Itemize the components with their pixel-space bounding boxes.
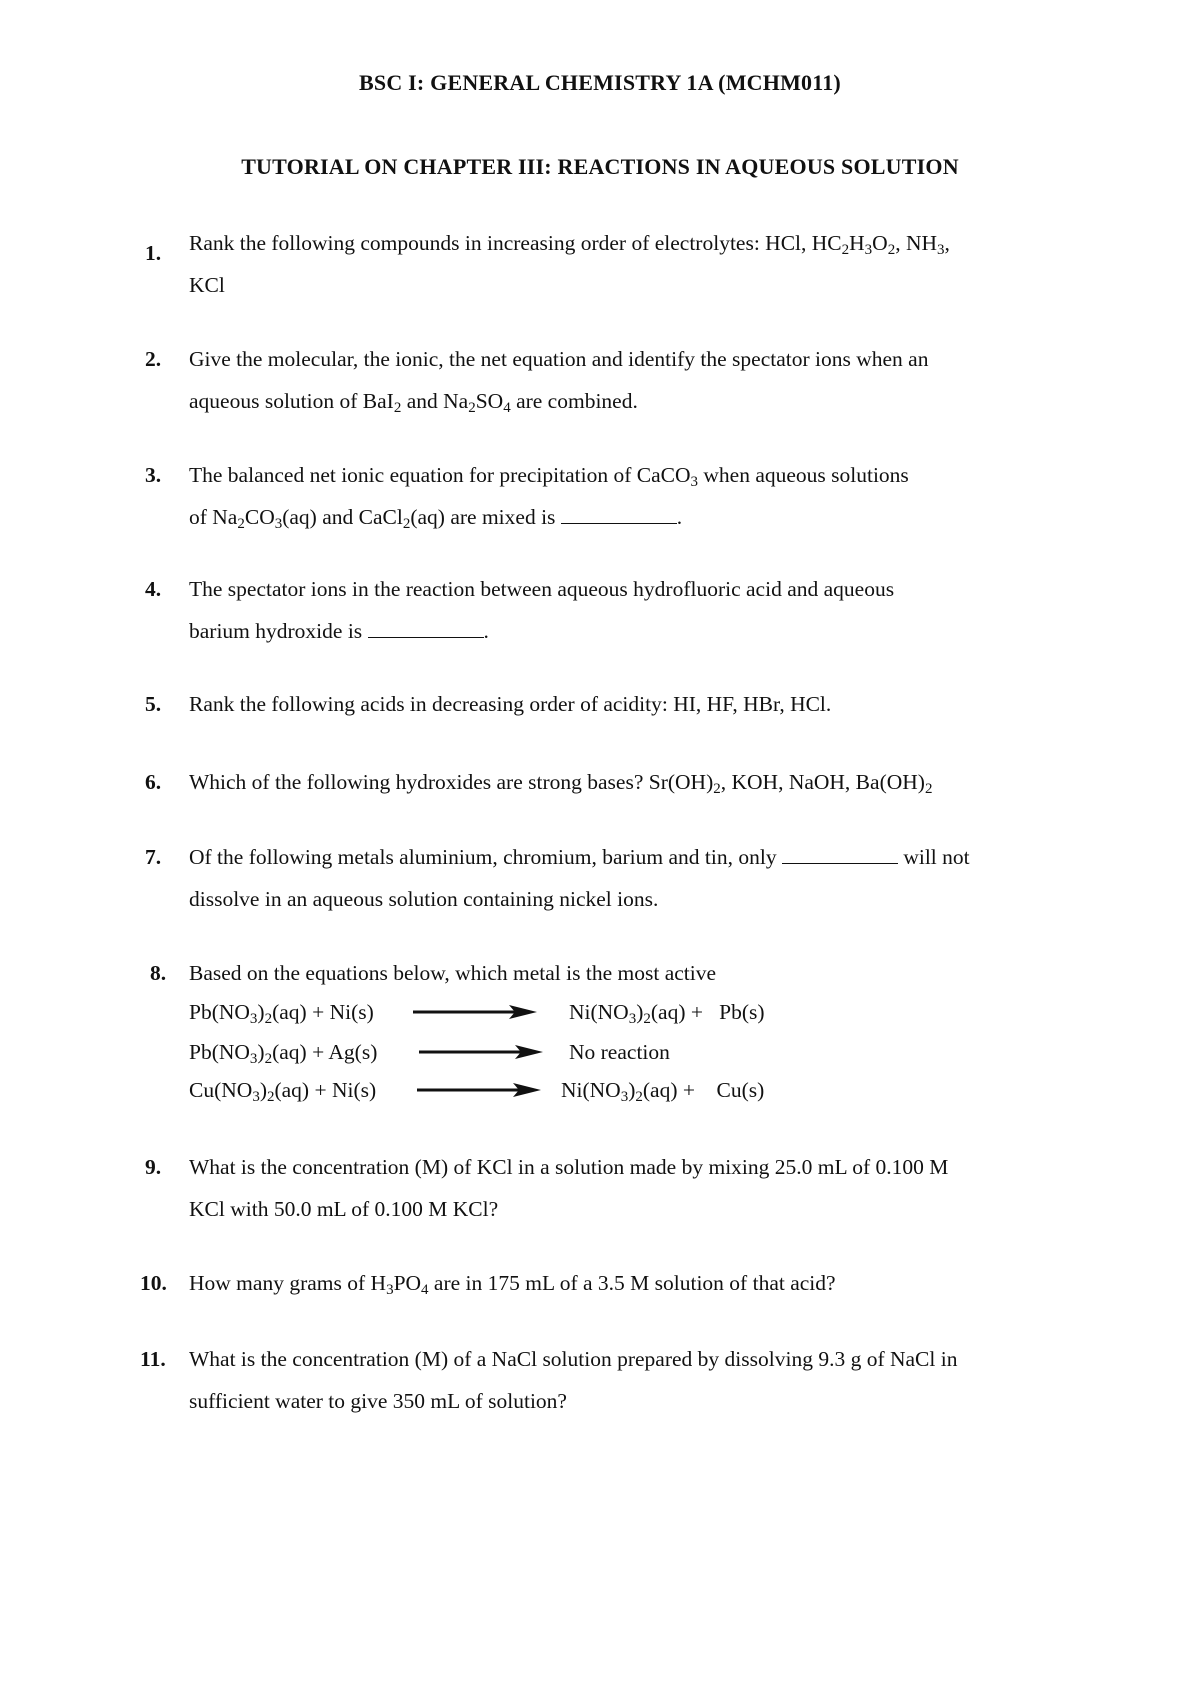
question-line: Based on the equations below, which metal is the most active	[189, 961, 717, 985]
reaction-arrow-icon	[417, 1082, 541, 1098]
question-number: 5.	[145, 692, 162, 716]
question-line: Which of the following hydroxides are strong bases? $Sr(OH)_2$, KOH, NaOH, $Ba(OH)_2$	[189, 770, 933, 797]
question-text	[189, 683, 1065, 725]
question-6	[145, 761, 1065, 803]
question-line: Give the molecular, the ionic, the net equation and identify the spectator ions when an	[189, 347, 929, 371]
question-text	[189, 1262, 1065, 1304]
question-number: 7.	[145, 845, 162, 869]
question-line: sufficient water to give 350 mL of solution?	[189, 1389, 567, 1413]
question-number: 4.	[145, 577, 162, 601]
question-line: What is the concentration (M) of KCl in a solution made by mixing 25.0 mL of 0.100 M	[189, 1155, 949, 1179]
question-text	[189, 1338, 1065, 1422]
question-line: The balanced net ionic equation for precipitation of CaCO$_3$ when aqueous solutions	[189, 463, 909, 490]
question-line: KCl with 50.0 mL of 0.100 M KCl?	[189, 1197, 499, 1221]
question-number: 8.	[150, 961, 167, 985]
question-number: 9.	[145, 1155, 162, 1179]
question-text	[189, 1146, 1065, 1230]
question-7	[145, 836, 1065, 920]
question-line: Of the following metals aluminium, chromium, barium and tin, only will not	[189, 845, 970, 869]
answer-blank	[561, 503, 677, 524]
question-text	[189, 761, 1065, 803]
question-9	[145, 1146, 1065, 1230]
reaction-products: $Ni(NO_3)_2(aq) + Pb(s)$	[569, 1000, 765, 1027]
question-2	[145, 338, 1065, 422]
question-3	[145, 454, 1065, 538]
question-8	[145, 952, 1065, 994]
question-11	[140, 1338, 1065, 1422]
question-line: Rank the following acids in decreasing order of acidity: HI, HF, HBr, HCl.	[189, 692, 832, 716]
question-number: 1.	[145, 241, 162, 265]
question-line: of $Na_2CO_3(aq)$ and CaCl$_2$(aq) are mixed is .	[189, 505, 683, 532]
question-line: The spectator ions in the reaction between aqueous hydrofluoric acid and aqueous	[189, 577, 895, 601]
answer-blank	[782, 843, 898, 864]
question-text	[189, 454, 1065, 538]
question-number: 6.	[145, 770, 162, 794]
question-number: 2.	[145, 347, 162, 371]
reaction-products: No reaction	[569, 1040, 670, 1064]
tutorial-title: TUTORIAL ON CHAPTER III: REACTIONS IN AQUEOUS SOLUTION	[241, 154, 959, 179]
question-number: 11.	[140, 1347, 166, 1371]
reaction-reactants: $Cu(NO_3)_2(aq) + Ni(s)$	[189, 1078, 377, 1105]
question-line: aqueous solution of BaI$_2$ and $Na_2SO_4$ are combined.	[189, 389, 638, 416]
question-text	[189, 568, 1065, 652]
question-text	[189, 836, 1065, 920]
question-text	[189, 952, 1065, 994]
reaction-products: $Ni(NO_3)_2(aq)$ + Cu(s)	[561, 1078, 765, 1105]
question-number: 10.	[140, 1271, 167, 1295]
question-4	[145, 568, 1065, 652]
question-5	[145, 683, 1065, 725]
question-text	[189, 222, 1065, 306]
answer-blank	[368, 617, 484, 638]
question-line: How many grams of $H_3PO_4$ are in 175 mL of a 3.5 M solution of that acid?	[189, 1271, 836, 1298]
reaction-reactants: $Pb(NO_3)_2(aq) + Ni(s)$	[189, 1000, 374, 1027]
question-10	[140, 1262, 1065, 1304]
reaction-reactants: $Pb(NO_3)_2(aq) + Ag(s)$	[189, 1040, 378, 1067]
question-line: What is the concentration (M) of a NaCl solution prepared by dissolving 9.3 g of NaCl in	[189, 1347, 958, 1371]
question-line: KCl	[189, 273, 225, 297]
question-line: barium hydroxide is .	[189, 619, 489, 643]
question-line: Rank the following compounds in increasing order of electrolytes: HCl, $HC_2H_3O_2$, $NH_3$,	[189, 231, 950, 258]
question-text	[189, 338, 1065, 422]
reaction-arrow-icon	[419, 1044, 543, 1060]
course-title: BSC I: GENERAL CHEMISTRY 1A (MCHM011)	[359, 70, 841, 95]
question-1	[145, 232, 1065, 306]
question-number: 3.	[145, 463, 162, 487]
reaction-arrow-icon	[413, 1004, 537, 1020]
question-line: dissolve in an aqueous solution containing nickel ions.	[189, 887, 659, 911]
